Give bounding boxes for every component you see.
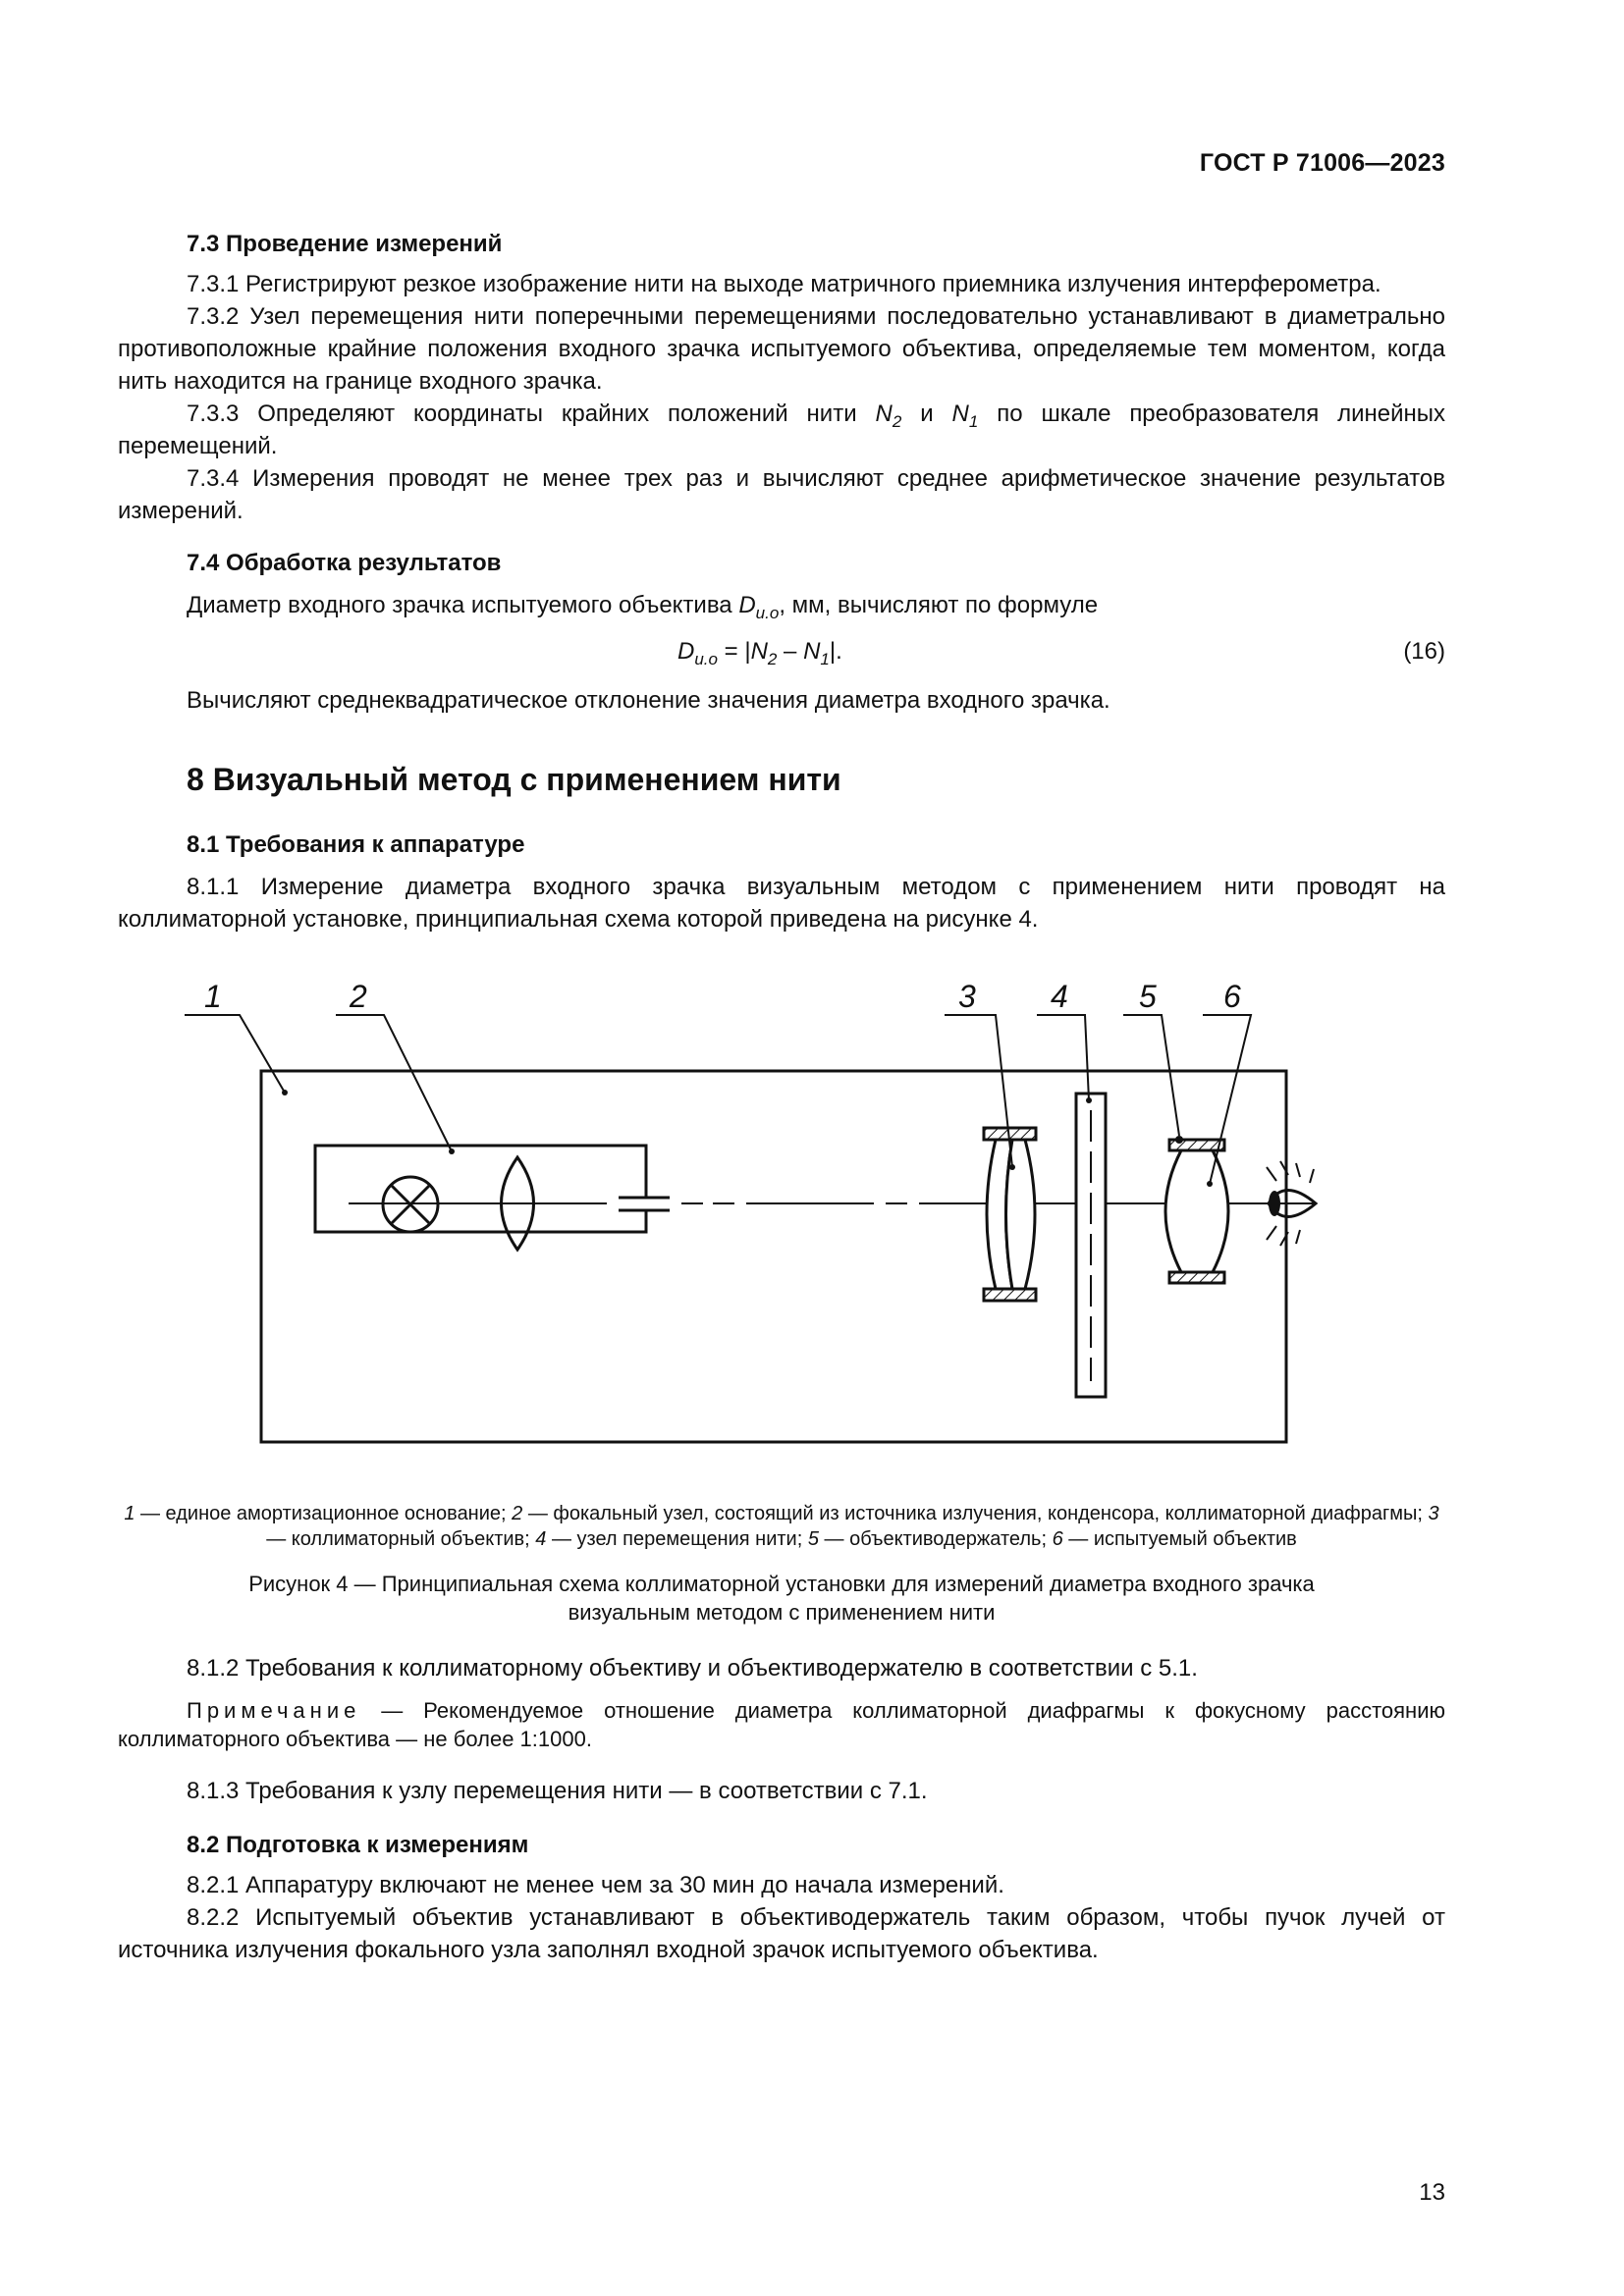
para-7-3-3 <box>118 398 1445 462</box>
para-7-3-4: 7.3.4 Измерения проводят не менее трех раз и вычисляют среднее арифметическое значение результатов измерений. <box>118 465 1445 524</box>
para-7-3-1: 7.3.1 Регистрируют резкое изображение нити на выходе матричного приемника излучения интерферометра. <box>187 271 1381 297</box>
section-8-heading: 8 Визуальный метод с применением нити <box>187 762 841 797</box>
callout-2: 2 <box>350 979 367 1014</box>
leader-5 <box>1123 1015 1179 1136</box>
note-8-1-2 <box>118 1696 1445 1753</box>
section-8-2-heading: 8.2 Подготовка к измерениям <box>187 1832 529 1858</box>
test-bottom-clamp <box>1169 1272 1224 1283</box>
base-frame <box>261 1071 1286 1442</box>
focal-unit-housing <box>315 1146 646 1232</box>
leader-2 <box>336 1015 452 1151</box>
leader-1 <box>185 1015 285 1093</box>
standard-header: ГОСТ Р 71006—2023 <box>1199 149 1445 177</box>
callout-3: 3 <box>958 979 976 1014</box>
leader-4 <box>1037 1015 1089 1100</box>
section-7-4-heading: 7.4 Обработка результатов <box>187 550 502 576</box>
para-8-1-2: 8.1.2 Требования к коллиматорному объективу и объективодержателю в соответствии с 5.1. <box>187 1655 1198 1682</box>
formula-expression: $D_{и.о} = |N_2 - N_1|$. <box>677 638 842 668</box>
page-content <box>118 228 1445 1966</box>
para-8-2-2: 8.2.2 Испытуемый объектив устанавливают в объективодержатель таким образом, чтобы пучок лучей от источника излучения фокального узла заполнял входной зрачок испытуемого объектива. <box>118 1904 1445 1963</box>
collimator-lens-b <box>1006 1140 1036 1289</box>
callout-6: 6 <box>1223 979 1241 1014</box>
formula-number: (16) <box>1403 638 1445 665</box>
callout-4: 4 <box>1051 979 1068 1014</box>
formula-16 <box>118 633 1445 670</box>
var-d-io: $D_{и.о}$ <box>738 592 780 622</box>
note-label: Примечание <box>187 1698 361 1723</box>
para-8-1-3: 8.1.3 Требования к узлу перемещения нити — в соответствии с 7.1. <box>187 1778 928 1804</box>
callout-1: 1 <box>204 979 222 1014</box>
page-number: 13 <box>1419 2179 1445 2206</box>
collimator-bottom-clamp <box>984 1289 1036 1301</box>
var-n2: $N_2$ <box>875 400 902 431</box>
collimator-schematic <box>118 975 1445 1495</box>
test-lens <box>1165 1150 1228 1272</box>
section-7-3-heading: 7.3 Проведение измерений <box>187 231 503 257</box>
para-7-4-after: Вычисляют среднеквадратическое отклонение значения диаметра входного зрачка. <box>187 687 1110 714</box>
figure-4-caption-line-1: Рисунок 4 — Принципиальная схема коллиматорной установки для измерений диаметра входного зрачка <box>248 1572 1315 1596</box>
para-7-3-3-text-b: по шкале преобразователя линейных перемещений. <box>118 400 1445 459</box>
para-7-3-2: 7.3.2 Узел перемещения нити поперечными перемещениями последовательно устанавливают в диаметрально противоположные крайние положения входного зрачка испытуемого объектива, определяемые тем моментом, когда нить находится на границе входного зрачка. <box>118 303 1445 395</box>
figure-4-diagram <box>118 975 1445 1495</box>
para-7-3-3-text-a: 7.3.3 Определяют координаты крайних положений нити <box>187 400 876 427</box>
para-8-2-1: 8.2.1 Аппаратуру включают не менее чем за 30 мин до начала измерений. <box>187 1872 1004 1898</box>
section-8-1-heading: 8.1 Требования к аппаратуре <box>187 831 525 858</box>
para-7-4-intro: Диаметр входного зрачка испытуемого объектива $D_{и.о}$, мм, вычисляют по формуле <box>187 592 1099 622</box>
figure-4-caption-line-2: визуальным методом с применением нити <box>568 1600 996 1625</box>
para-7-3-3-and: и <box>901 400 952 427</box>
var-n1: $N_1$ <box>951 400 979 431</box>
para-8-1-1: 8.1.1 Измерение диаметра входного зрачка визуальным методом с применением нити проводят на коллиматорной установке, принципиальная схема которой приведена на рисунке 4. <box>118 874 1445 933</box>
callout-5: 5 <box>1139 979 1157 1014</box>
figure-4-legend: 1 — единое амортизационное основание; 2 — фокальный узел, состоящий из источника излучения, конденсора, коллиматорной диафрагмы; 3 — коллиматорный объектив; 4 — узел перемещения нити; 5 — объективодержатель; 6 — испытуемый объектив <box>124 1503 1439 1550</box>
note-text: — Рекомендуемое отношение диаметра коллиматорной диафрагмы к фокусному расстоянию коллиматорного объектива — не более 1:1000. <box>118 1698 1445 1751</box>
